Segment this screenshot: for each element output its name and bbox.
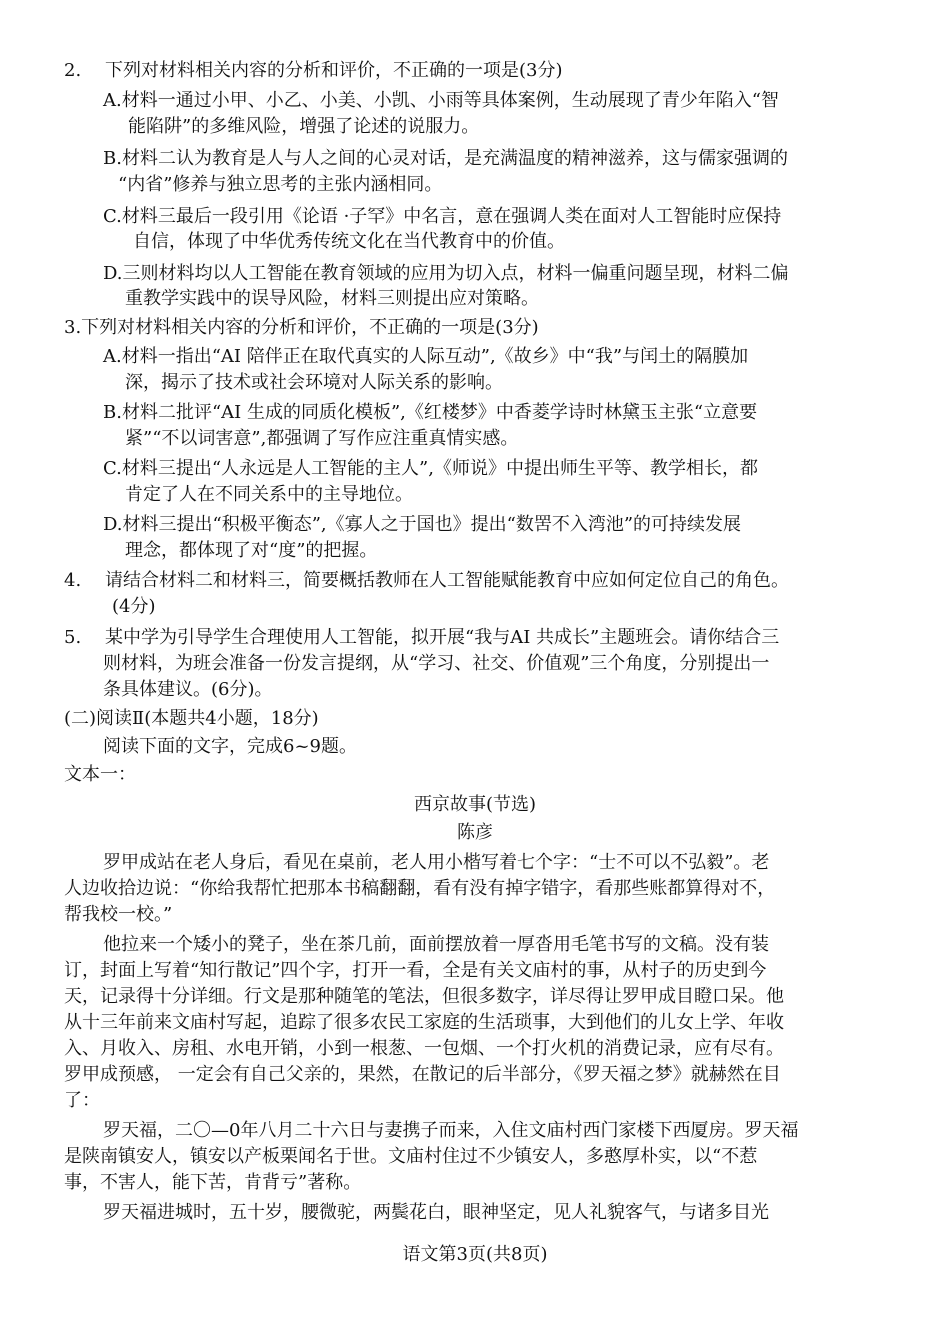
q2-option-b-line1: B.材料二认为教育是人与人之间的心灵对话，是充满温度的精神滋养，这与儒家强调的 — [103, 148, 788, 169]
q5-number: 5. — [64, 627, 82, 648]
paragraph-2-line6: 罗甲成预感， 一定会有自己父亲的，果然，在散记的后半部分，《罗天福之梦》就赫然在目 — [64, 1064, 781, 1085]
q2-option-c-line1: C.材料三最后一段引用《论语 ·子罕》中名言，意在强调人类在面对人工智能时应保持 — [103, 206, 782, 227]
paragraph-2-line1: 他拉来一个矮小的凳子，坐在茶几前，面前摆放着一厚沓用毛笔书写的文稿。没有装 — [103, 934, 769, 955]
paragraph-1-line3: 帮我校一校。” — [64, 904, 173, 925]
q2-option-d-line2: 重教学实践中的误导风险，材料三则提出应对策略。 — [125, 288, 539, 309]
page-footer: 语文第3页(共8页) — [402, 1244, 548, 1265]
paragraph-1-line1: 罗甲成站在老人身后，看见在桌前，老人用小楷写着七个字：“士不可以不弘毅”。老 — [103, 852, 770, 873]
paragraph-1-line2: 人边收拾边说：“你给我帮忙把那本书稿翻翻，看有没有掉字错字，看那些账都算得对不， — [64, 878, 776, 899]
q5-line1: 某中学为引导学生合理使用人工智能，拟开展“我与AI 共成长”主题班会。请你结合三 — [105, 627, 780, 648]
q2-option-c-line2: 自信，体现了中华优秀传统文化在当代教育中的价值。 — [133, 231, 565, 252]
q3-option-c-line1: C.材料三提出“人永远是人工智能的主人”,《师说》中提出师生平等、教学相长，都 — [103, 458, 758, 479]
section-title: (二)阅读Ⅱ(本题共4小题，18分) — [64, 708, 319, 729]
q4-line1: 请结合材料二和材料三，简要概括教师在人工智能赋能教育中应如何定位自己的角色。 — [105, 570, 789, 591]
paragraph-4-line1: 罗天福进城时，五十岁，腰微驼，两鬓花白，眼神坚定，见人礼貌客气，与诸多目光 — [103, 1202, 769, 1223]
paragraph-3-line3: 事，不害人，能下苦，肯背亏”著称。 — [64, 1172, 362, 1193]
q5-line3: 条具体建议。(6分)。 — [103, 679, 273, 700]
q4-line2: (4分) — [112, 596, 156, 617]
q3-option-a-line1: A.材料一指出“AI 陪伴正在取代真实的人际互动”,《故乡》中“我”与闰土的隔膜加 — [103, 346, 749, 367]
q4-number: 4. — [64, 570, 82, 591]
article-author: 陈彦 — [457, 822, 493, 843]
q2-option-d-line1: D.三则材料均以人工智能在教育领域的应用为切入点，材料一偏重问题呈现，材料二偏 — [103, 263, 789, 284]
q3-option-b-line1: B.材料二批评“AI 生成的同质化模板”,《红楼梦》中香菱学诗时林黛玉主张“立意要 — [103, 402, 758, 423]
article-title: 西京故事(节选) — [413, 794, 537, 815]
q2-option-a-line2: 能陷阱”的多维风险，增强了论述的说服力。 — [128, 116, 480, 137]
q2-stem: 下列对材料相关内容的分析和评价，不正确的一项是(3分) — [105, 60, 563, 81]
section-instruction: 阅读下面的文字，完成6~9题。 — [103, 736, 357, 757]
q3-option-d-line2: 理念，都体现了对“度”的把握。 — [125, 540, 378, 561]
q3-option-a-line2: 深，揭示了技术或社会环境对人际关系的影响。 — [125, 372, 503, 393]
q2-option-b-line2: “内省”修养与独立思考的主张内涵相同。 — [118, 174, 443, 195]
paragraph-2-line7: 了： — [64, 1090, 100, 1111]
paragraph-3-line2: 是陕南镇安人，镇安以产板栗闻名于世。文庙村住过不少镇安人，多憨厚朴实，以“不惹 — [64, 1146, 758, 1167]
q3-option-d-line1: D.材料三提出“积极平衡态”,《寡人之于国也》提出“数罟不入湾池”的可持续发展 — [103, 514, 742, 535]
paragraph-2-line3: 天，记录得十分详细。行文是那种随笔的笔法，但很多数字，详尽得让罗甲成目瞪口呆。他 — [64, 986, 784, 1007]
paragraph-2-line2: 订，封面上写着“知行散记”四个字，打开一看，全是有关文庙村的事，从村子的历史到今 — [64, 960, 767, 981]
paragraph-2-line5: 入、月收入、房租、水电开销，小到一根葱、一包烟、一个打火机的消费记录，应有尽有。 — [64, 1038, 784, 1059]
paragraph-3-line1: 罗天福，二〇—0年八月二十六日与妻携子而来，入住文庙村西门家楼下西厦房。罗天福 — [103, 1120, 799, 1141]
q3-stem: 3.下列对材料相关内容的分析和评价，不正确的一项是(3分) — [64, 317, 539, 338]
q2-number: 2. — [64, 60, 82, 81]
q5-line2: 则材料，为班会准备一份发言提纲，从“学习、社交、价值观”三个角度，分别提出一 — [103, 653, 770, 674]
q3-option-c-line2: 肯定了人在不同关系中的主导地位。 — [125, 484, 413, 505]
text-one-label: 文本一： — [64, 764, 136, 785]
q3-option-b-line2: 紧”“不以词害意”,都强调了写作应注重真情实感。 — [125, 428, 519, 449]
q2-option-a-line1: A.材料一通过小甲、小乙、小美、小凯、小雨等具体案例，生动展现了青少年陷入“智 — [103, 90, 779, 111]
paragraph-2-line4: 从十三年前来文庙村写起，追踪了很多农民工家庭的生活琐事，大到他们的儿女上学、年收 — [64, 1012, 784, 1033]
